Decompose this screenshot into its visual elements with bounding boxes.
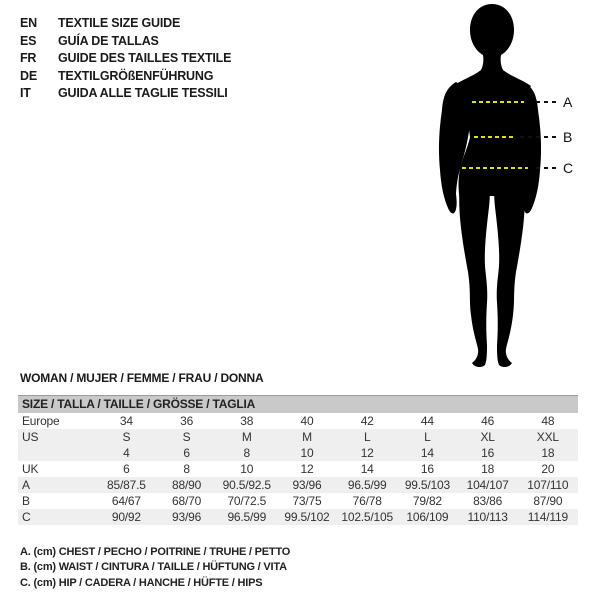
lang-label: TEXTILGRÖßENFÜHRUNG bbox=[58, 68, 214, 83]
size-cell: 99.5/102 bbox=[284, 510, 330, 524]
size-cell: 10 bbox=[240, 462, 254, 476]
size-table-header: SIZE / TALLA / TAILLE / GRÖSSE / TAGLIA bbox=[18, 395, 578, 413]
size-cell: 8 bbox=[243, 446, 251, 460]
size-cell: 6 bbox=[123, 462, 130, 476]
size-cell: 79/82 bbox=[412, 494, 442, 508]
size-cell: 96.5/99 bbox=[347, 478, 387, 492]
size-cell: 76/78 bbox=[352, 494, 382, 508]
lang-label: GUÍA DE TALLAS bbox=[58, 33, 159, 48]
size-cell: 6 bbox=[183, 446, 190, 460]
size-cell: 34 bbox=[119, 414, 133, 428]
table-row bbox=[18, 461, 578, 477]
size-cell: 14 bbox=[360, 462, 374, 476]
size-cell: 16 bbox=[481, 446, 495, 460]
size-cell: 110/113 bbox=[467, 510, 508, 524]
size-cell: 70/72.5 bbox=[227, 494, 267, 508]
size-cell: 93/96 bbox=[292, 478, 322, 492]
size-cell: 93/96 bbox=[172, 510, 202, 524]
size-cell: S bbox=[122, 430, 131, 444]
lang-label: TEXTILE SIZE GUIDE bbox=[58, 16, 181, 30]
size-cell: 104/107 bbox=[466, 478, 509, 492]
lang-row bbox=[20, 15, 231, 33]
lang-code: EN bbox=[20, 16, 37, 30]
lang-row bbox=[20, 68, 231, 86]
legend-line: C. (cm) HIP / CADERA / HANCHE / HÜFTE / HIPS bbox=[20, 576, 263, 589]
row-label: US bbox=[22, 430, 39, 444]
size-cell: 20 bbox=[541, 462, 555, 476]
size-cell: 73/75 bbox=[292, 494, 322, 508]
left-leg-silhouette bbox=[459, 185, 490, 367]
size-cell: 42 bbox=[360, 414, 374, 428]
row-label: UK bbox=[22, 462, 39, 476]
lang-label: GUIDA ALLE TAGLIE TESSILI bbox=[58, 86, 228, 101]
size-cell: 99.5/103 bbox=[404, 478, 450, 492]
legend-line: B. (cm) WAIST / CINTURA / TAILLE / HÜFTUNG / VITA bbox=[20, 561, 287, 574]
size-cell: M bbox=[302, 430, 312, 444]
size-cell: M bbox=[241, 430, 252, 444]
size-cell: L bbox=[424, 430, 431, 444]
size-cell: 64/67 bbox=[111, 494, 141, 508]
marker-label-c: C bbox=[563, 160, 574, 176]
table-row bbox=[18, 477, 578, 493]
lang-row bbox=[20, 33, 231, 51]
row-label: C bbox=[22, 510, 31, 524]
size-cell: 107/110 bbox=[527, 478, 569, 492]
size-cell: S bbox=[182, 430, 191, 444]
size-cell: 85/87.5 bbox=[107, 478, 146, 492]
row-label: Europe bbox=[22, 414, 60, 428]
size-table bbox=[18, 413, 578, 525]
size-cell: 48 bbox=[541, 414, 555, 428]
size-cell: 10 bbox=[300, 446, 314, 460]
size-cell: 68/70 bbox=[172, 494, 202, 508]
row-label: A bbox=[22, 478, 30, 492]
marker-label-a: A bbox=[563, 94, 573, 110]
lang-code: ES bbox=[20, 33, 37, 48]
size-cell: XL bbox=[480, 430, 495, 444]
size-cell: 102.5/105 bbox=[341, 510, 393, 524]
size-cell: 14 bbox=[420, 446, 434, 460]
size-cell: 46 bbox=[481, 414, 495, 428]
table-row bbox=[18, 445, 578, 461]
size-cell: 87/90 bbox=[533, 494, 563, 508]
size-table-section bbox=[18, 395, 578, 525]
size-cell: 18 bbox=[541, 446, 555, 460]
size-cell: 90.5/92.5 bbox=[222, 478, 271, 492]
woman-silhouette-figure bbox=[420, 0, 600, 380]
size-cell: 36 bbox=[180, 414, 194, 428]
lang-row bbox=[20, 85, 231, 103]
size-cell: 18 bbox=[481, 462, 495, 476]
size-cell: 90/92 bbox=[111, 510, 141, 524]
lang-code: IT bbox=[20, 86, 31, 101]
size-cell: L bbox=[363, 430, 371, 444]
size-cell: 83/86 bbox=[473, 494, 503, 508]
size-cell: 38 bbox=[240, 414, 254, 428]
table-row bbox=[18, 493, 578, 509]
size-cell: 12 bbox=[360, 446, 374, 460]
lang-code: FR bbox=[20, 51, 37, 66]
size-cell: 8 bbox=[183, 462, 190, 476]
size-cell: 44 bbox=[420, 414, 434, 428]
row-label: B bbox=[22, 494, 30, 508]
row-label bbox=[18, 445, 96, 461]
section-title-woman: WOMAN / MUJER / FEMME / FRAU / DONNA bbox=[20, 371, 264, 385]
legend-line: A. (cm) CHEST / PECHO / POITRINE / TRUHE / PETTO bbox=[20, 546, 291, 558]
lang-label: GUIDE DES TAILLES TEXTILE bbox=[58, 51, 232, 66]
size-cell: XXL bbox=[536, 430, 559, 444]
size-cell: 114/119 bbox=[527, 510, 568, 524]
size-cell: 12 bbox=[300, 462, 314, 476]
measure-legend bbox=[20, 545, 290, 591]
table-row bbox=[18, 509, 578, 525]
language-guide bbox=[20, 15, 231, 103]
size-cell: 4 bbox=[123, 446, 130, 460]
size-cell: 16 bbox=[420, 462, 434, 476]
lang-code: DE bbox=[20, 68, 37, 83]
size-cell: 40 bbox=[300, 414, 314, 428]
marker-label-b: B bbox=[563, 129, 573, 145]
table-row bbox=[18, 413, 578, 429]
size-cell: 88/90 bbox=[172, 478, 202, 492]
size-cell: 106/109 bbox=[406, 510, 449, 524]
lang-row bbox=[20, 50, 231, 68]
size-cell: 96.5/99 bbox=[227, 510, 267, 524]
table-row bbox=[18, 429, 578, 445]
right-leg-silhouette bbox=[494, 185, 525, 367]
